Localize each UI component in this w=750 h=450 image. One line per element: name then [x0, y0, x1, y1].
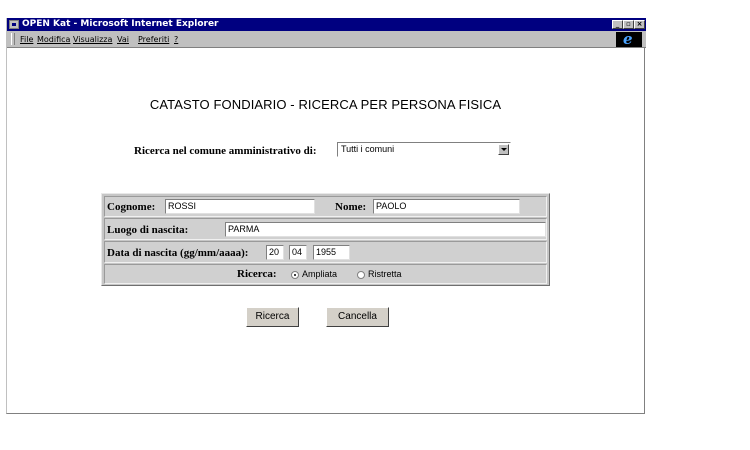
nome-input[interactable]: PAOLO	[373, 199, 520, 214]
cognome-input[interactable]: ROSSI	[165, 199, 315, 214]
search-form-table	[101, 193, 550, 286]
maximize-icon[interactable]: ▫	[623, 20, 634, 29]
menu-item-vai[interactable]: Vai	[117, 35, 129, 44]
luogo-label: Luogo di nascita:	[107, 224, 189, 236]
data-mese-input[interactable]: 04	[289, 245, 307, 260]
nome-label: Nome:	[335, 201, 367, 213]
menu-item-help[interactable]: ?	[174, 35, 179, 44]
radio-ristretta-label[interactable]: Ristretta	[368, 269, 402, 279]
comune-select-value: Tutti i comuni	[341, 144, 395, 154]
close-icon[interactable]: ×	[634, 20, 645, 29]
luogo-input[interactable]: PARMA	[225, 222, 546, 237]
data-giorno-input[interactable]: 20	[266, 245, 284, 260]
data-label: Data di nascita (gg/mm/aaaa):	[107, 247, 249, 259]
minimize-icon[interactable]: _	[612, 20, 623, 29]
ricerca-type-label: Ricerca:	[237, 268, 277, 280]
cancella-button[interactable]: Cancella	[326, 307, 389, 327]
ie-app-icon[interactable]	[9, 20, 19, 29]
comune-select[interactable]	[337, 142, 511, 157]
radio-ristretta[interactable]	[357, 271, 365, 279]
dropdown-arrow-icon[interactable]	[498, 144, 509, 155]
title-bar	[7, 18, 646, 31]
data-anno-input[interactable]: 1955	[313, 245, 350, 260]
menu-item-modifica[interactable]: Modifica	[37, 35, 71, 44]
menu-item-file[interactable]: File	[20, 35, 34, 44]
row-data	[104, 241, 547, 263]
ie-logo-icon: e	[616, 32, 642, 47]
window-title: OPEN Kat - Microsoft Internet Explorer	[22, 19, 219, 29]
page-title: CATASTO FONDIARIO - RICERCA PER PERSONA FISICA	[149, 97, 502, 112]
cognome-label: Cognome:	[107, 201, 156, 213]
ricerca-button[interactable]: Ricerca	[246, 307, 299, 327]
menu-grip	[11, 33, 15, 45]
row-luogo	[104, 218, 547, 240]
browser-window	[6, 18, 645, 414]
row-ricerca	[104, 264, 547, 284]
menu-item-visualizza[interactable]: Visualizza	[73, 35, 113, 44]
menu-item-preferiti[interactable]: Preferiti	[138, 35, 170, 44]
page-content	[7, 48, 644, 413]
menu-bar	[7, 31, 646, 48]
radio-ampliata[interactable]	[291, 271, 299, 279]
radio-ampliata-label[interactable]: Ampliata	[302, 269, 338, 279]
row-name	[104, 196, 547, 217]
comune-label: Ricerca nel comune amministrativo di:	[134, 145, 317, 157]
